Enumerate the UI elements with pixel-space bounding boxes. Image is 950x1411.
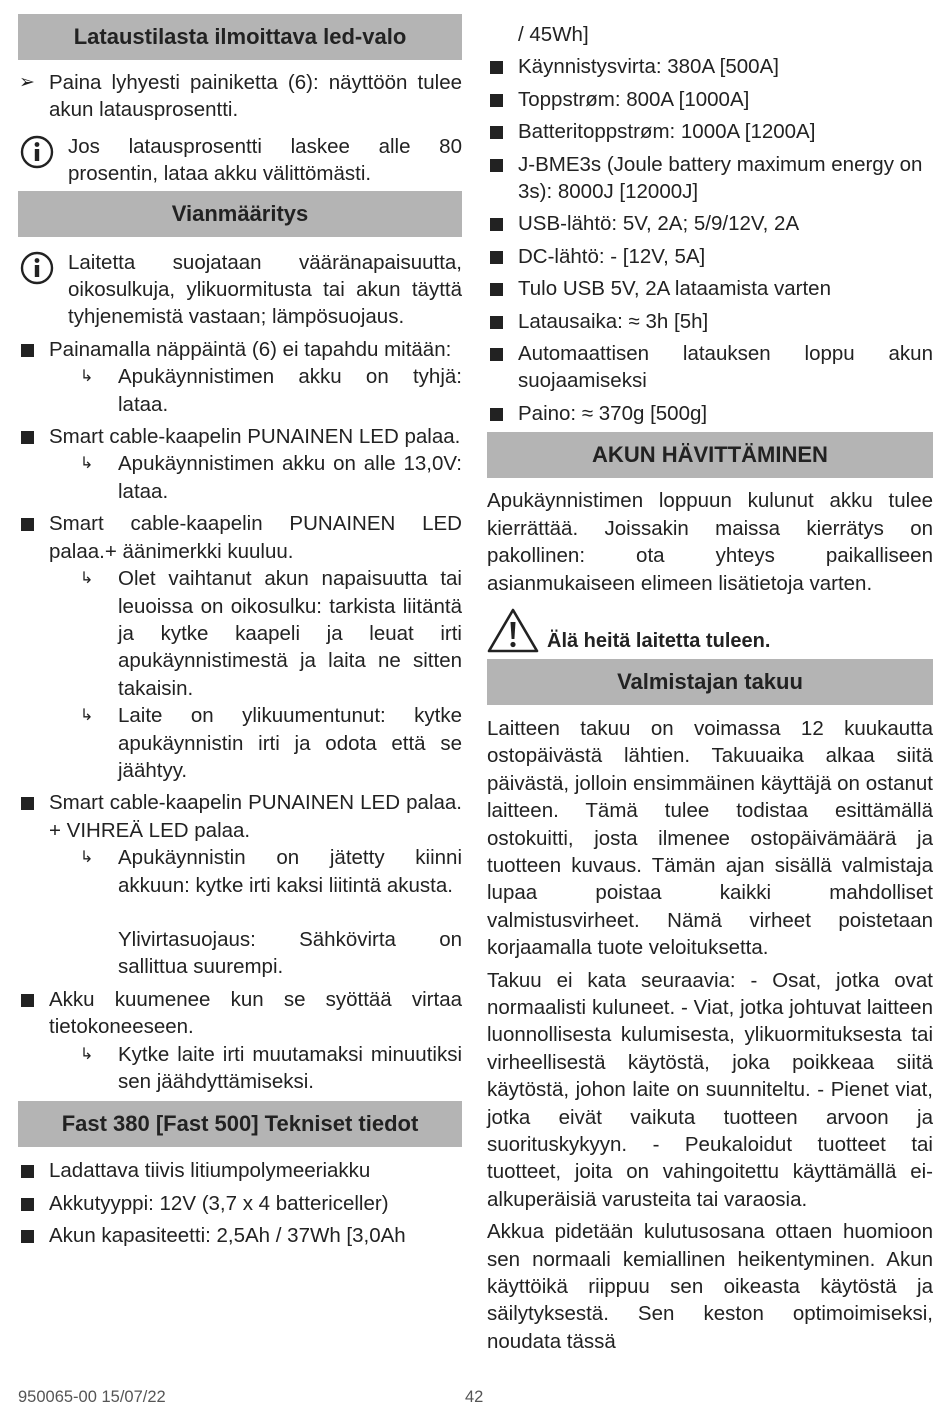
spec-item: DC-lähtö: - [12V, 5A]	[487, 243, 933, 270]
warranty-exclusions: Takuu ei kata seuraavia: - Osat, jotka ovat normaalisti kuluneet. - Viat, jotka johtuvat laitteen luonnollisesta kulumisesta, ylikuormituksesta tai virheellisestä käytöstä, joka poikkeaa siitä käytöstä, johon laite on suunniteltu. - Pienet viat, jotka eivät vaikuta tuotteen arvoon ja suorituskykyyn. - Peukaloidut tuotteet tai tuotteet, joita on vahingoitettu käyttämällä ei-alkuperäisiä varusteita tai varaosia.	[487, 968, 933, 1211]
square-bullet-icon	[490, 159, 503, 172]
section-heading-specs: Fast 380 [Fast 500] Tekniset tiedot	[18, 1101, 462, 1147]
spec-item: Latausaika: ≈ 3h [5h]	[487, 308, 933, 335]
return-arrow-icon: ↳	[80, 849, 94, 867]
spec-item: Akkutyyppi: 12V (3,7 x 4 battericeller)	[18, 1190, 462, 1217]
square-bullet-icon	[21, 994, 34, 1007]
list-item: Akku kuumenee kun se syöttää virtaa tietokoneeseen.	[18, 986, 462, 1041]
square-bullet-icon	[490, 408, 503, 421]
square-bullet-icon	[21, 431, 34, 444]
arrow-bullet-icon: ➢	[19, 72, 35, 93]
sub-item: ↳ Olet vaihtanut akun napaisuutta tai leuoissa on oikosulku: tarkista liitäntä ja kytke kaapeli ja leuat irti apukäynnistimestä ja laita ne sitten takaisin.	[80, 567, 462, 700]
sub-item: ↳ Apukäynnistimen akku on alle 13,0V: lataa.	[80, 452, 462, 503]
spec-item: Tulo USB 5V, 2A lataamista varten	[487, 275, 933, 302]
square-bullet-icon	[21, 1230, 34, 1243]
section-heading-troubleshooting: Vianmääritys	[18, 191, 462, 237]
spec-item: USB-lähtö: 5V, 2A; 5/9/12V, 2A	[487, 210, 933, 237]
square-bullet-icon	[490, 94, 503, 107]
disposal-text: Apukäynnistimen loppuun kulunut akku tulee kierrättää. Joissakin maissa kierrätys on pakollinen: ota yhteys paikalliseen asianmukaiseen elimeen lisätietoja varten.	[487, 489, 933, 595]
return-arrow-icon: ↳	[80, 455, 94, 473]
sub-item: ↳ Laite on ylikuumentunut: kytke apukäynnistin irti ja odota että se jäähtyy.	[80, 704, 462, 782]
document-code: 950065-00 15/07/22	[18, 1388, 166, 1406]
square-bullet-icon	[490, 283, 503, 296]
battery-note: Akkua pidetään kulutusosana ottaen huomioon sen normaali kemiallinen heikentyminen. Akun käyttöikä riippuu sen oikeasta käytöstä ja säilytyksestä. Sen keston optimoimiseksi, noudata tässä	[487, 1220, 933, 1353]
spec-item: Automaattisen latauksen loppu akun suojaamiseksi	[487, 340, 933, 395]
list-item: Smart cable-kaapelin PUNAINEN LED palaa.+ äänimerkki kuuluu.	[18, 510, 462, 565]
return-arrow-icon: ↳	[80, 707, 94, 725]
square-bullet-icon	[21, 797, 34, 810]
section-heading-warranty: Valmistajan takuu	[487, 659, 933, 705]
info-note: Laitetta suojataan vääränapaisuutta, oikosulkuja, ylikuormitusta tai akun täyttä tyhjenemistä vastaan; lämpösuojaus.	[18, 249, 462, 331]
spec-item: Akun kapasiteetti: 2,5Ah / 37Wh [3,0Ah	[18, 1222, 462, 1249]
spec-item: J-BME3s (Joule battery maximum energy on 3s): 8000J [12000J]	[487, 151, 933, 206]
section-heading-led: Lataustilasta ilmoittava led-valo	[18, 14, 462, 60]
list-item: Smart cable-kaapelin PUNAINEN LED palaa. + VIHREÄ LED palaa.	[18, 789, 462, 844]
sub-item: ↳ Apukäynnistin on jätetty kiinni akkuun: kytke irti kaksi liitintä akusta.	[80, 846, 462, 897]
instruction-item: ➢ Paina lyhyesti painiketta (6): näyttöön tulee akun latausprosentti.	[19, 71, 462, 122]
left-column	[18, 14, 462, 1250]
info-icon	[20, 251, 54, 285]
square-bullet-icon	[490, 218, 503, 231]
spec-continuation: / 45Wh]	[518, 23, 589, 46]
section-heading-disposal: AKUN HÄVITTÄMINEN	[487, 432, 933, 478]
square-bullet-icon	[21, 1165, 34, 1178]
spec-item: Käynnistysvirta: 380A [500A]	[487, 53, 933, 80]
warranty-text: Laitteen takuu on voimassa 12 kuukautta ostopäivästä lähtien. Takuuaika alkaa siitä päivästä, jolloin ensimmäinen käyttäjä on ostanut laitteen. Tämä tulee todistaa esittämällä ostokuitti, josta ilmenee ostopäivämäärä ja tuotteen kuvaus. Tämän ajan sisällä valmistaja lupaa poistaa kaikki mahdolliset valmistusvirheet. Nämä virheet poistetaan korjaamalla tuote veloituksetta.	[487, 716, 933, 960]
square-bullet-icon	[490, 126, 503, 139]
spec-item: Ladattava tiivis litiumpolymeeriakku	[18, 1157, 462, 1184]
spec-item: Paino: ≈ 370g [500g]	[487, 400, 933, 427]
square-bullet-icon	[490, 316, 503, 329]
info-icon	[20, 135, 54, 169]
square-bullet-icon	[21, 1198, 34, 1211]
square-bullet-icon	[490, 348, 503, 361]
warning-icon	[487, 607, 539, 653]
spec-item: Toppstrøm: 800A [1000A]	[487, 86, 933, 113]
return-arrow-icon: ↳	[80, 1045, 94, 1063]
square-bullet-icon	[21, 518, 34, 531]
info-note: Jos latausprosentti laskee alle 80 prosentin, lataa akku välittömästi.	[18, 133, 462, 188]
sub-item: ↳ Kytke laite irti muutamaksi minuutiksi sen jäähdyttämiseksi.	[80, 1042, 462, 1093]
sub-item: ↳ Apukäynnistimen akku on tyhjä: lataa.	[80, 365, 462, 416]
square-bullet-icon	[490, 251, 503, 264]
list-item: Painamalla näppäintä (6) ei tapahdu mitään:	[18, 336, 462, 363]
sub-item-continued: Ylivirtasuojaus: Sähkövirta on sallittua suurempi.	[118, 927, 462, 979]
square-bullet-icon	[490, 61, 503, 74]
list-item: Smart cable-kaapelin PUNAINEN LED palaa.	[18, 423, 462, 450]
square-bullet-icon	[21, 344, 34, 357]
return-arrow-icon: ↳	[80, 570, 94, 588]
page-number: 42	[465, 1388, 484, 1406]
return-arrow-icon: ↳	[80, 368, 94, 386]
fire-warning: Älä heitä laitetta tuleen.	[487, 607, 933, 653]
spec-item: Batteritoppstrøm: 1000A [1200A]	[487, 118, 933, 145]
right-column	[487, 21, 933, 1355]
